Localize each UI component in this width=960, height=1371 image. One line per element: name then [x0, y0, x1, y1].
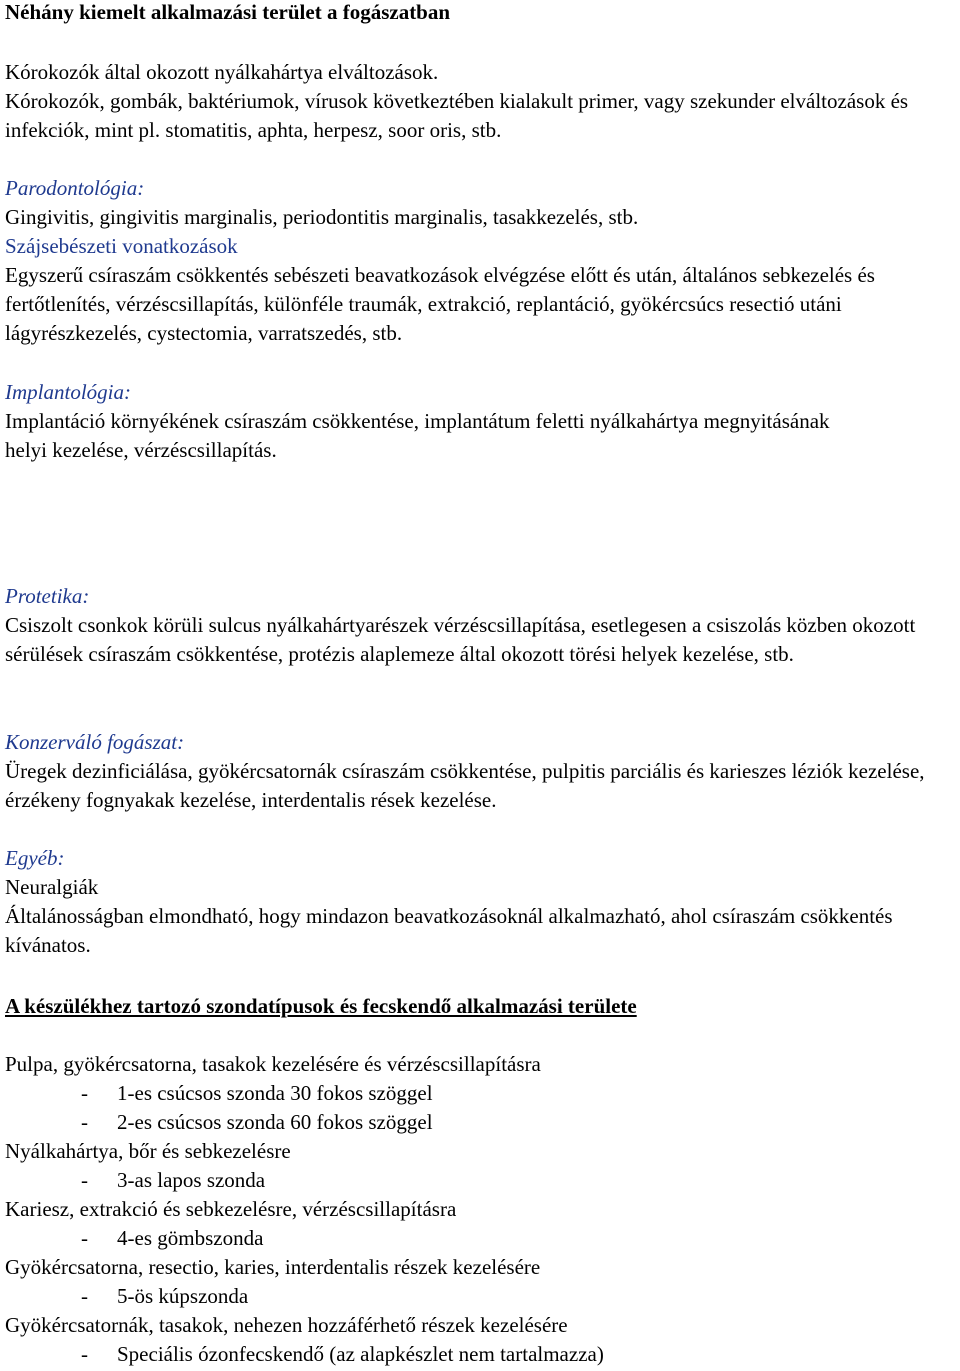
section-label: Kórokozók által okozott nyálkahártya elváltozások. [5, 60, 439, 84]
section-text: Gingivitis, gingivitis marginalis, periodontitis marginalis, tasakkezelés, stb. [5, 205, 639, 229]
probe-list-item [5, 1224, 957, 1253]
probe-list-item [5, 1282, 957, 1311]
section-text: Kórokozók, gombák, baktériumok, vírusok következtében kialakult primer, vagy szekunder elváltozások és infekciók, mint pl. stomatitis, aphta, herpesz, soor oris, stb. [5, 89, 909, 142]
section-line: Neuralgiák [5, 875, 99, 899]
probe-name: Speciális ózonfecskendő (az alapkészlet nem tartalmazza) [117, 1342, 604, 1366]
section-label: Parodontológia: [5, 176, 145, 200]
dash-bullet: - [81, 1342, 88, 1366]
dash-bullet: - [81, 1226, 88, 1250]
dash-bullet: - [81, 1284, 88, 1308]
section-pathogen [5, 58, 957, 145]
probe-use-text: Nyálkahártya, bőr és sebkezelésre [5, 1139, 291, 1163]
section-text: Egyszerű csíraszám csökkentés sebészeti beavatkozások elvégzése előtt és után, általános sebkezelés és fertőtlenítés, vérzéscsillapítás, különféle traumák, extrakció, replantáció, gyökércsúcs resectió utáni lágyrészkezelés, cystectomia, varratszedés, stb. [5, 263, 875, 345]
page-title: Néhány kiemelt alkalmazási terület a fogászatban [5, 0, 451, 24]
probe-list-item [5, 1166, 957, 1195]
section-label: Protetika: [5, 584, 90, 608]
probe-list-item [5, 1079, 957, 1108]
section-conservative [5, 728, 957, 815]
dash-bullet: - [81, 1110, 88, 1134]
section-text: Üregek dezinficiálása, gyökércsatornák csíraszám csökkentése, pulpitis parciális és karieszes léziók kezelése, érzékeny fognyakak kezelése, interdentalis rések kezelése. [5, 759, 925, 812]
section-implantology [5, 378, 957, 465]
section-oral-surgery [5, 232, 957, 348]
section-label: Implantológia: [5, 380, 131, 404]
dash-bullet: - [81, 1081, 88, 1105]
probe-name: 3-as lapos szonda [117, 1168, 266, 1192]
section-label: Konzerváló fogászat: [5, 730, 185, 754]
probe-name: 1-es csúcsos szonda 30 fokos szöggel [117, 1081, 433, 1105]
probe-name: 2-es csúcsos szonda 60 fokos szöggel [117, 1110, 433, 1134]
dash-bullet: - [81, 1168, 88, 1192]
probe-list [5, 1050, 957, 1369]
section-text: Implantáció környékének csíraszám csökkentése, implantátum feletti nyálkahártya megnyitásának helyi kezelése, vérzéscsillapítás. [5, 409, 830, 462]
section-other [5, 844, 957, 960]
probes-title: A készülékhez tartozó szondatípusok és fecskendő alkalmazási területe [5, 994, 637, 1018]
probe-list-item [5, 1340, 957, 1369]
section-prosthetics [5, 582, 957, 669]
section-text: Csiszolt csonkok körüli sulcus nyálkahártyarészek vérzéscsillapítása, esetlegesen a csiszolás közben okozott sérülések csíraszám csökkentése, protézis alaplemeze által okozott törési helyek kezelése, stb. [5, 613, 916, 666]
probe-use-text: Pulpa, gyökércsatorna, tasakok kezelésére és vérzéscsillapításra [5, 1052, 541, 1076]
probe-use-text: Gyökércsatorna, resectio, karies, interdentalis részek kezelésére [5, 1255, 541, 1279]
probe-name: 4-es gömbszonda [117, 1226, 264, 1250]
section-label: Egyéb: [5, 846, 65, 870]
probe-use-text: Gyökércsatornák, tasakok, nehezen hozzáférhető részek kezelésére [5, 1313, 568, 1337]
probe-name: 5-ös kúpszonda [117, 1284, 249, 1308]
section-text: Általánosságban elmondható, hogy mindazon beavatkozásoknál alkalmazható, ahol csíraszám csökkentés kívánatos. [5, 904, 893, 957]
section-label: Szájsebészeti vonatkozások [5, 234, 238, 258]
section-parodontology [5, 174, 957, 232]
probe-use-text: Kariesz, extrakció és sebkezelésre, vérzéscsillapításra [5, 1197, 457, 1221]
probe-list-item [5, 1108, 957, 1137]
